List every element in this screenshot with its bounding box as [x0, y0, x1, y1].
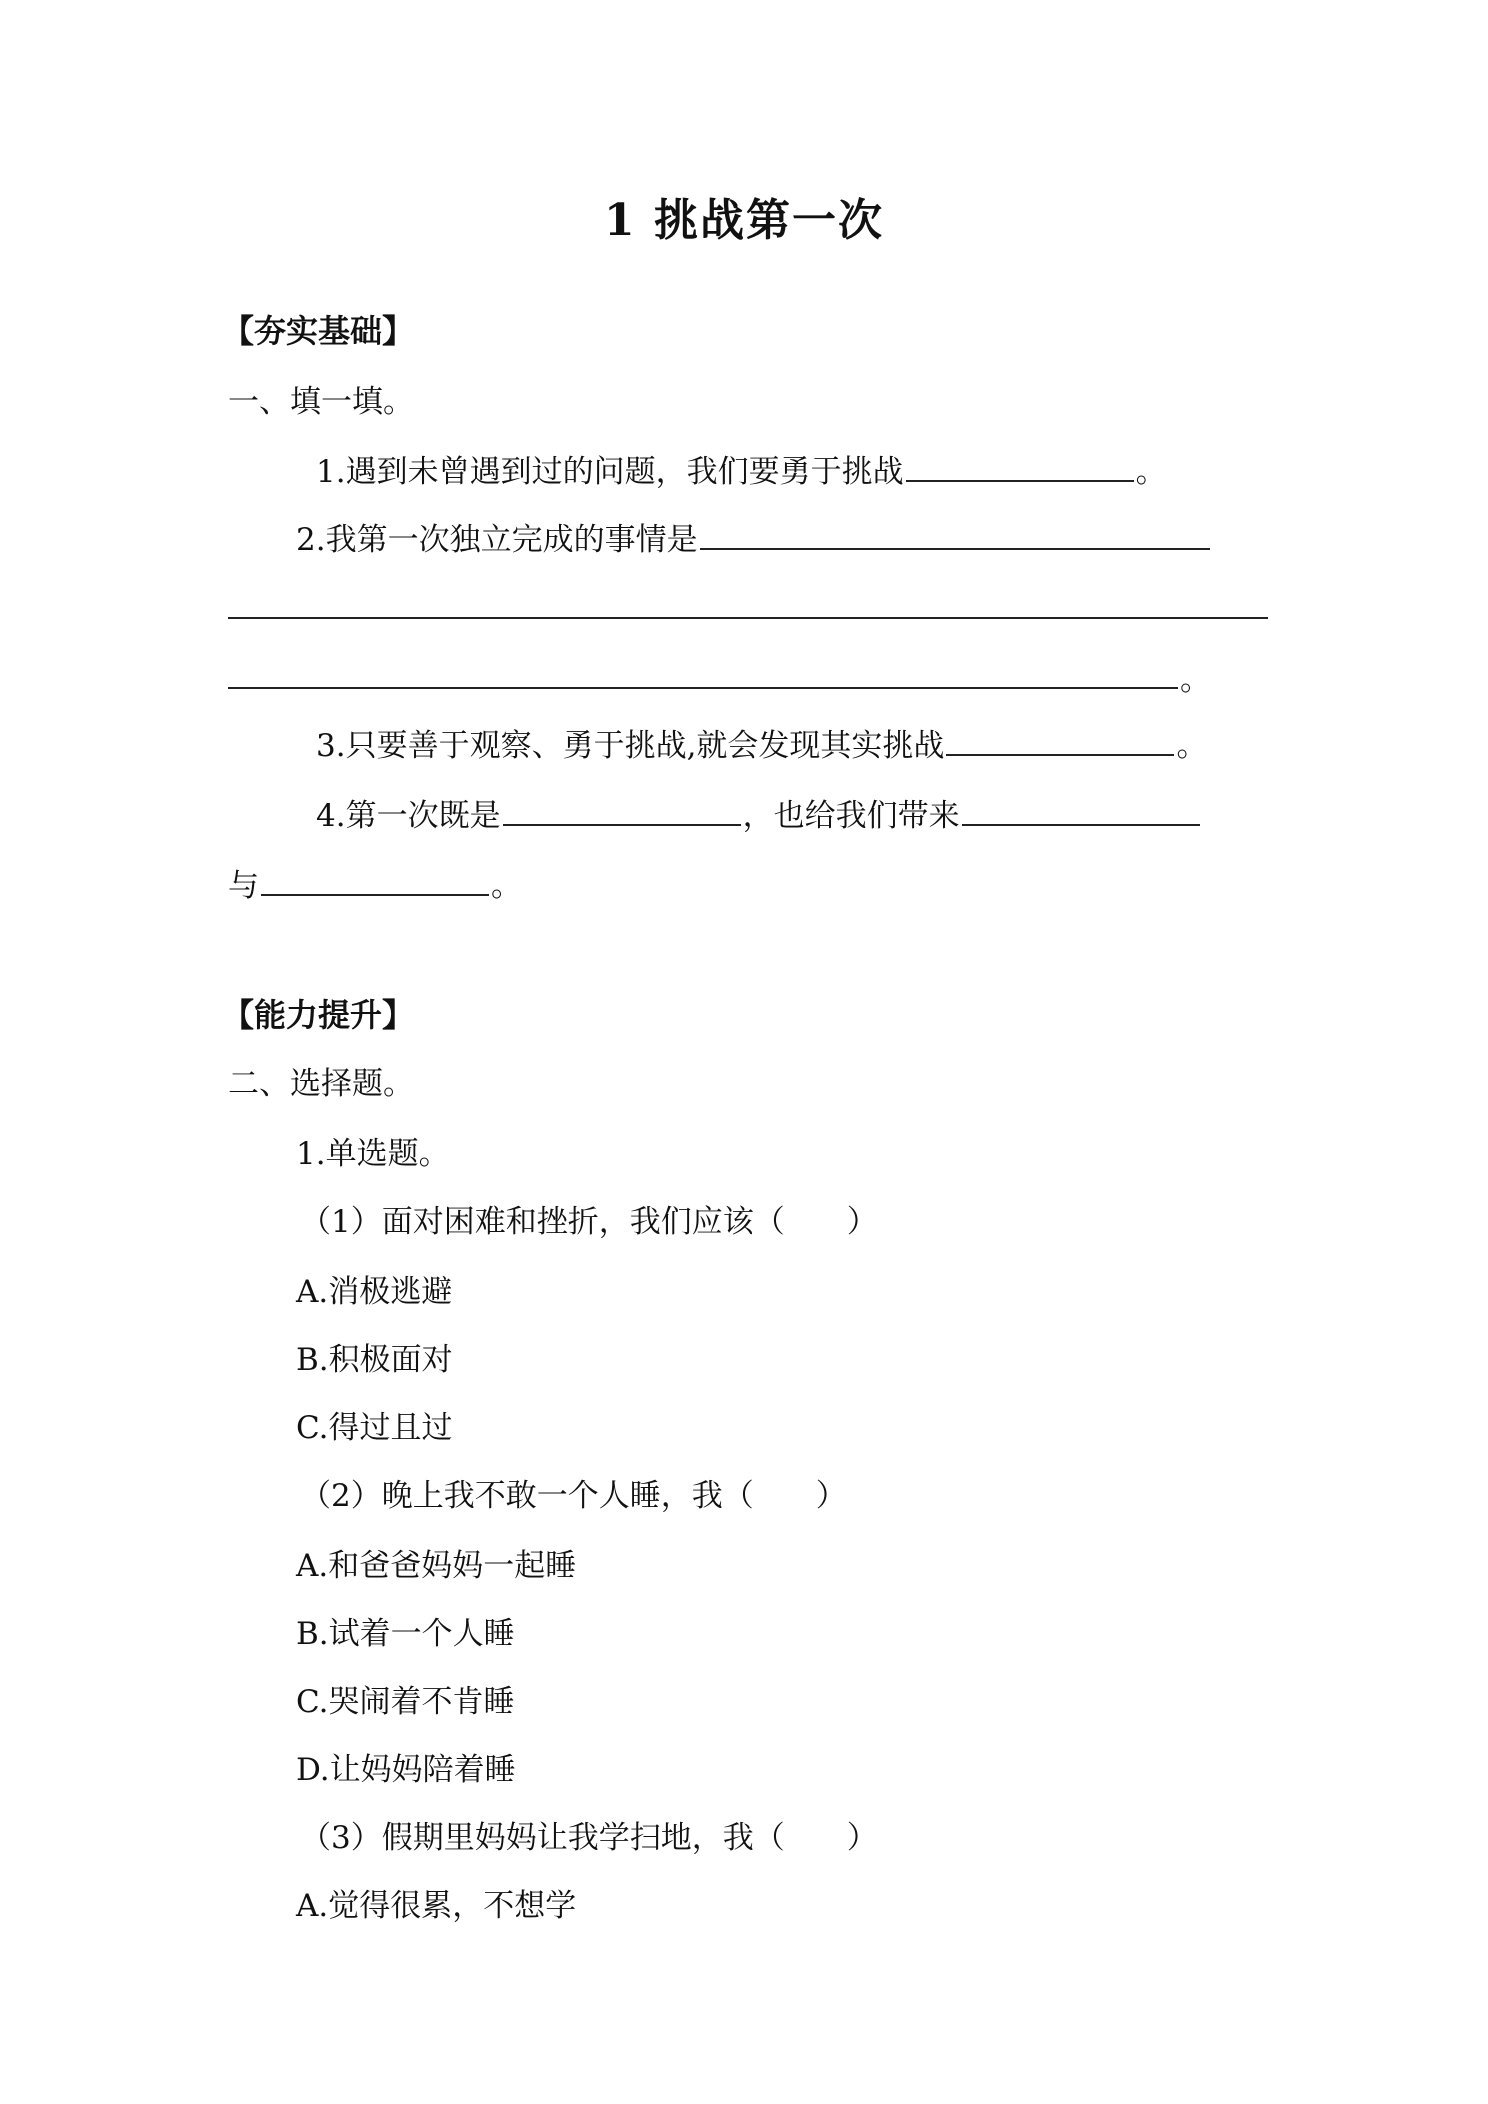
answer-blank[interactable]	[962, 793, 1200, 826]
option-a[interactable]: A.觉得很累，不想学	[296, 1888, 577, 1924]
answer-blank[interactable]	[946, 723, 1174, 756]
answer-blank[interactable]	[906, 449, 1134, 482]
question-text: 2.我第一次独立完成的事情是	[296, 522, 698, 558]
option-d[interactable]: D.让妈妈陪着睡	[296, 1752, 516, 1788]
answer-blank[interactable]	[261, 863, 489, 896]
option-c[interactable]: C.哭闹着不肯睡	[296, 1684, 515, 1720]
option-b[interactable]: B.积极面对	[296, 1342, 453, 1378]
question-stem: （3）假期里妈妈让我学扫地，我（ ）	[300, 1820, 878, 1856]
question-text: 1.遇到未曾遇到过的问题，我们要勇于挑战	[316, 454, 904, 490]
answer-blank[interactable]	[503, 793, 741, 826]
question-1-4	[316, 790, 1202, 835]
part-one-heading: 一、填一填。	[228, 384, 414, 420]
answer-blank[interactable]	[700, 517, 1210, 550]
option-a[interactable]: A.和爸爸妈妈一起睡	[296, 1548, 577, 1584]
section-header-basics: 【夯实基础】	[222, 312, 415, 350]
question-text: 4.第一次既是	[316, 798, 501, 834]
single-choice-heading: 1.单选题。	[296, 1136, 450, 1172]
question-cont: 与	[228, 868, 259, 904]
question-1-2	[296, 514, 1212, 559]
question-stem: （1）面对困难和挫折，我们应该（ ）	[300, 1204, 878, 1240]
answer-line[interactable]	[228, 687, 1178, 689]
option-b[interactable]: B.试着一个人睡	[296, 1616, 515, 1652]
question-1-4-continued	[228, 860, 522, 905]
page-title: 1 挑战第一次	[604, 195, 884, 246]
question-mid: ，也给我们带来	[742, 798, 960, 834]
question-1-1	[316, 446, 1167, 491]
question-text: 3.只要善于观察、勇于挑战,就会发现其实挑战	[316, 728, 945, 764]
part-two-heading: 二、选择题。	[228, 1066, 414, 1102]
section-header-ability: 【能力提升】	[222, 996, 415, 1034]
answer-line[interactable]	[228, 617, 1268, 619]
question-1-3	[316, 720, 1207, 765]
question-end: 。	[1180, 662, 1211, 698]
question-end: 。	[1176, 728, 1208, 764]
option-c[interactable]: C.得过且过	[296, 1410, 453, 1446]
question-end: 。	[1135, 454, 1167, 490]
question-stem: （2）晚上我不敢一个人睡，我（ ）	[300, 1478, 847, 1514]
question-end: 。	[491, 868, 522, 904]
option-a[interactable]: A.消极逃避	[296, 1274, 453, 1310]
